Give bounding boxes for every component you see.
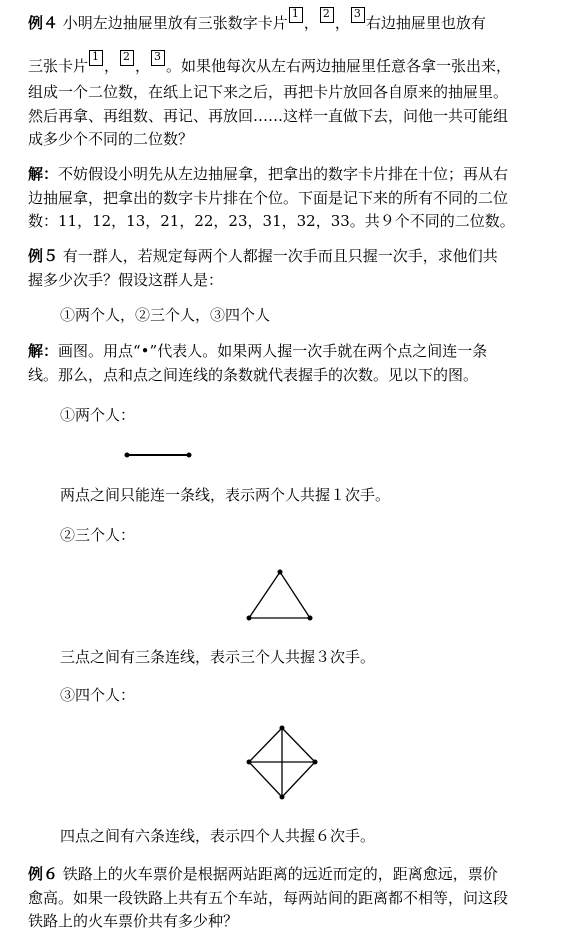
ex5-label: 例５ bbox=[28, 247, 59, 265]
sol5-label: 解： bbox=[28, 342, 59, 360]
sol4-text: 不妨假设小明先从左边抽屉拿，把拿出的数字卡片排在十位；再从右 bbox=[58, 165, 509, 183]
sol5-line2: 线。那么，点和点之间连线的条数就代表握手的次数。见以下的图。 bbox=[28, 366, 479, 384]
ex6-label: 例６ bbox=[28, 865, 59, 883]
number-card: 1 bbox=[89, 50, 103, 66]
edge bbox=[249, 572, 280, 618]
edge bbox=[249, 762, 282, 797]
case1-text: 两点之间只能连一条线，表示两个人共握１次手。 bbox=[60, 486, 391, 504]
ex4-line5: 成多少个不同的二位数？ bbox=[28, 130, 194, 148]
ex6-line2: 愈高。如果一段铁路上共有五个车站，每两站间的距离都不相等，问这段 bbox=[28, 889, 509, 907]
person-dot bbox=[280, 726, 285, 731]
four-person-graph bbox=[247, 726, 318, 800]
ex4-text: 三张卡片 bbox=[28, 57, 89, 75]
person-dot bbox=[247, 760, 252, 765]
ex4-text: 右边抽屉里也放有 bbox=[365, 14, 486, 32]
number-card: 2 bbox=[320, 7, 334, 23]
case2-heading: ②三个人： bbox=[60, 526, 136, 544]
ex5-options: ①两个人，②三个人，③四个人 bbox=[60, 306, 271, 324]
case2-text: 三点之间有三条连线，表示三个人共握３次手。 bbox=[60, 648, 376, 666]
sol4-label: 解： bbox=[28, 165, 59, 183]
edge bbox=[249, 728, 282, 762]
case3-text: 四点之间有六条连线，表示四个人共握６次手。 bbox=[60, 827, 376, 845]
ex5-line2: 握多少次手？假设这群人是： bbox=[28, 271, 224, 289]
case1-heading: ①两个人： bbox=[60, 406, 136, 424]
number-card: 2 bbox=[120, 50, 134, 66]
number-card: 3 bbox=[151, 50, 165, 66]
person-dot bbox=[187, 453, 192, 458]
person-dot bbox=[247, 616, 252, 621]
person-dot bbox=[308, 616, 313, 621]
two-person-graph bbox=[125, 453, 192, 458]
sol5-text: 画图。用点“•”代表人。如果两人握一次手就在两个点之间连一条 bbox=[58, 342, 488, 360]
ex4-line4: 然后再拿、再组数、再记、再放回……这样一直做下去，问他一共可能组 bbox=[28, 107, 509, 125]
person-dot bbox=[280, 795, 285, 800]
ex6-line3: 铁路上的火车票价共有多少种？ bbox=[28, 912, 239, 930]
sol4-line2: 边抽屉拿，把拿出的数字卡片排在个位。下面是记下来的所有不同的二位 bbox=[28, 189, 509, 207]
ex4-text: 小明左边抽屉里放有三张数字卡片 bbox=[62, 14, 288, 32]
person-dot bbox=[278, 570, 283, 575]
number-card: 1 bbox=[289, 7, 303, 23]
person-dot bbox=[125, 453, 130, 458]
edge bbox=[282, 728, 315, 762]
ex4-label: 例４ bbox=[28, 14, 59, 32]
ex4-text: 。如果他每次从左右两边抽屉里任意各拿一张出来， bbox=[166, 57, 512, 75]
case3-heading: ③四个人： bbox=[60, 686, 136, 704]
three-person-graph bbox=[247, 570, 313, 621]
number-card: 3 bbox=[351, 7, 365, 23]
separator: ， bbox=[303, 14, 319, 32]
edge bbox=[282, 762, 315, 797]
edge bbox=[280, 572, 310, 618]
ex6-text: 铁路上的火车票价是根据两站距离的远近而定的，距离愈远，票价 bbox=[62, 865, 498, 883]
person-dot bbox=[313, 760, 318, 765]
separator: ， bbox=[104, 57, 120, 75]
separator: ， bbox=[135, 57, 151, 75]
sol4-line3: 数：11，12，13，21，22，23，31，32，33。共９个不同的二位数。 bbox=[28, 212, 515, 230]
ex4-line3: 组成一个二位数，在纸上记下来之后，再把卡片放回各自原来的抽屉里。 bbox=[28, 83, 509, 101]
ex5-text: 有一群人，若规定每两个人都握一次手而且只握一次手，求他们共 bbox=[62, 247, 498, 265]
separator: ， bbox=[334, 14, 350, 32]
